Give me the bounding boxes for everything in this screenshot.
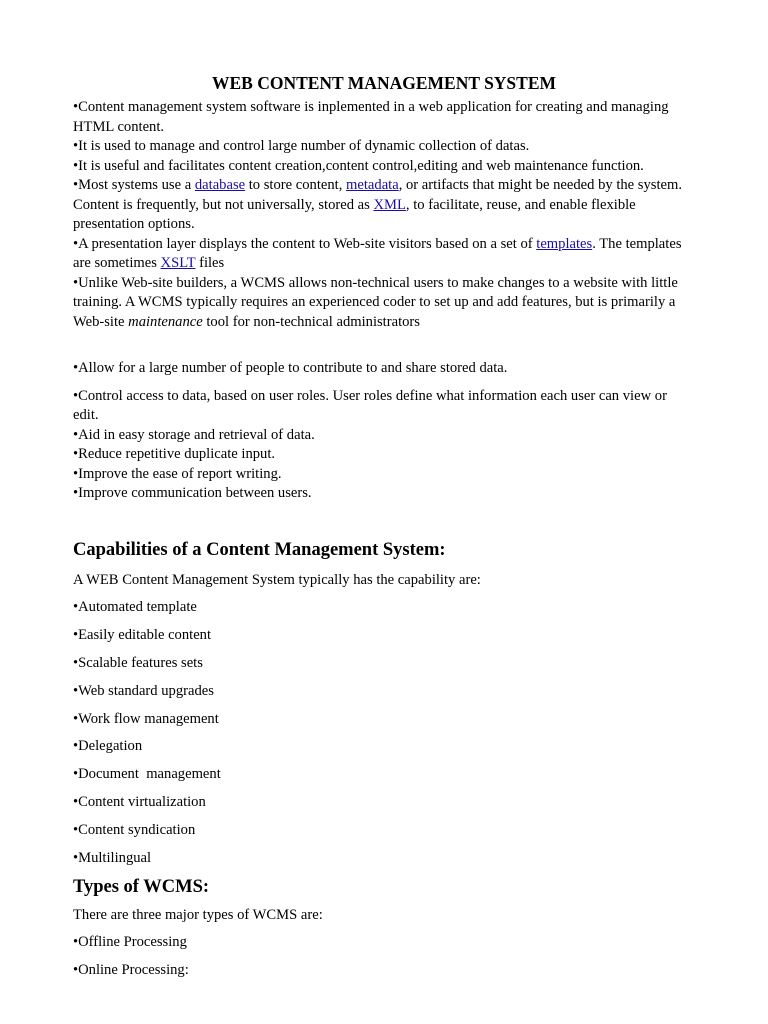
bullet-glyph: • [73, 99, 79, 115]
bullet-glyph: • [73, 426, 79, 443]
bullet-glyph: • [73, 654, 79, 671]
bullet-glyph: • [73, 485, 79, 501]
types-intro: There are three major types of WCMS are: [73, 906, 323, 923]
list-item: •Content virtualization [73, 794, 206, 811]
list-item: •It is useful and facilitates content creation,content control,editing and web maintenance function. [73, 157, 644, 174]
bullet-glyph: • [73, 177, 79, 193]
bullet-glyph: • [73, 360, 79, 376]
benefits-list [73, 359, 695, 504]
list-item: •Most systems use a database to store content, metadata, or artifacts that might be needed by the system. Content is frequently, but not universally, stored as XML, to facilitate, reuse, and enable flexible presentation options. [73, 177, 682, 232]
list-item: •Delegation [73, 738, 143, 755]
list-item: •Improve the ease of report writing. [73, 465, 282, 482]
list-item: •Content management system software is inplemented in a web application for creating and managing HTML content. [73, 99, 669, 135]
bullet-glyph: • [73, 235, 79, 252]
bullet-glyph: • [73, 626, 79, 643]
list-item: •It is used to manage and control large number of dynamic collection of datas. [73, 138, 530, 154]
list-item: •Improve communication between users. [73, 485, 312, 501]
bullet-glyph: • [73, 274, 79, 291]
bullet-glyph: • [73, 822, 79, 839]
list-item: •Automated template [73, 599, 197, 615]
capabilities-heading: Capabilities of a Content Management System: [73, 539, 446, 560]
bullet-glyph: • [73, 738, 79, 755]
bullet-glyph: • [73, 962, 79, 979]
list-item: •A presentation layer displays the content to Web-site visitors based on a set of templates. The templates are sometimes XSLT files [73, 235, 682, 271]
bullet-glyph: • [73, 766, 79, 783]
bullet-glyph: • [73, 599, 79, 615]
bullet-glyph: • [73, 682, 79, 699]
types-heading: Types of WCMS: [73, 876, 210, 897]
list-item: •Content syndication [73, 822, 196, 839]
list-item: •Allow for a large number of people to contribute to and share stored data. [73, 360, 508, 376]
list-item: •Web standard upgrades [73, 682, 214, 699]
list-item: •Offline Processing [73, 934, 187, 951]
xml-link[interactable]: XML [373, 196, 406, 213]
list-item: •Unlike Web-site builders, a WCMS allows non-technical users to make changes to a website with little training. A WCMS typically requires an experienced coder to set up and add features, but is primarily a Web-site maintenance tool for non-technical administrators [73, 274, 678, 330]
list-item: •Control access to data, based on user roles. User roles define what information each user can view or edit. [73, 387, 667, 423]
database-link[interactable]: database [194, 177, 246, 193]
bullet-glyph: • [73, 934, 79, 951]
xslt-link[interactable]: XSLT [160, 255, 196, 271]
templates-link[interactable]: templates [536, 235, 593, 252]
bullet-glyph: • [73, 387, 79, 404]
bullet-glyph: • [73, 157, 79, 174]
list-item: •Multilingual [73, 850, 152, 867]
capabilities-list [73, 598, 695, 869]
list-item: •Easily editable content [73, 626, 212, 643]
list-item: •Scalable features sets [73, 654, 203, 671]
bullet-glyph: • [73, 465, 79, 482]
page-title: WEB CONTENT MANAGEMENT SYSTEM [211, 73, 557, 93]
list-item: •Reduce repetitive duplicate input. [73, 446, 276, 462]
bullet-glyph: • [73, 710, 79, 727]
list-item: •Aid in easy storage and retrieval of data. [73, 426, 315, 443]
bullet-glyph: • [73, 850, 79, 867]
list-item: •Online Processing: [73, 962, 189, 979]
bullet-glyph: • [73, 794, 79, 811]
document-page [73, 72, 695, 981]
capabilities-intro: A WEB Content Management System typically has the capability are: [73, 571, 481, 588]
intro-list [73, 98, 695, 332]
bullet-glyph: • [73, 446, 79, 462]
list-item: •Work flow management [73, 710, 219, 727]
types-list [73, 933, 695, 980]
metadata-link[interactable]: metadata [346, 177, 399, 193]
bullet-glyph: • [73, 138, 79, 154]
list-item: •Document management [73, 766, 221, 783]
